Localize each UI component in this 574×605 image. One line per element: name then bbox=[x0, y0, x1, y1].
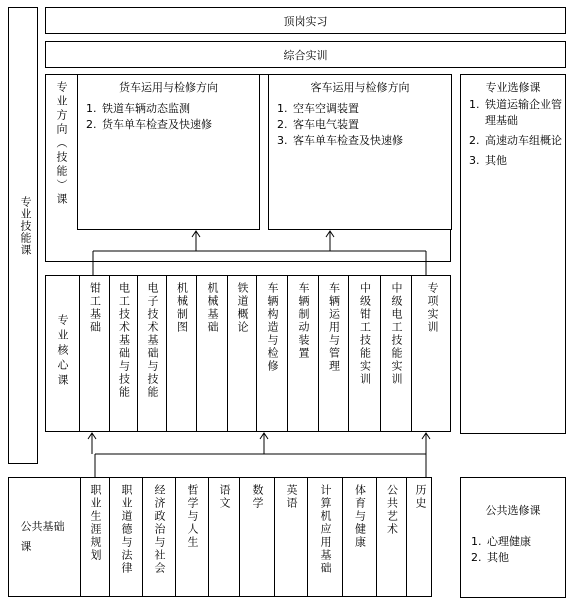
public-course-cell: 计算机应用基础 bbox=[308, 478, 343, 596]
passenger-direction-box bbox=[268, 74, 452, 230]
public-basic-label: 公共基础课 bbox=[20, 520, 65, 553]
public-elective-title: 公共选修课 bbox=[485, 504, 541, 517]
public-course-cell: 哲学与人生 bbox=[176, 478, 209, 596]
public-course-cell: 公共艺术 bbox=[377, 478, 407, 596]
core-courses-label: 专业核心课 bbox=[56, 314, 69, 389]
comprehensive-training-box bbox=[45, 41, 566, 68]
public-course-cell: 历史 bbox=[414, 484, 427, 510]
top-internship-label: 顶岗实习 bbox=[283, 14, 328, 28]
list-item: 3. 客车单车检查及快速修 bbox=[277, 134, 403, 147]
core-courses-table bbox=[79, 275, 451, 432]
core-course-cell: 钳工基础 bbox=[80, 276, 110, 431]
freight-direction-box bbox=[77, 74, 260, 230]
freight-course-list bbox=[86, 101, 256, 133]
core-course-cell: 车辆制动装置 bbox=[288, 276, 319, 431]
core-course-cell: 机械基础 bbox=[197, 276, 228, 431]
core-course-cell: 电工技术基础与技能 bbox=[110, 276, 138, 431]
passenger-direction-title: 客车运用与检修方向 bbox=[310, 81, 410, 94]
list-item: 1. 铁道车辆动态监测 bbox=[86, 102, 190, 115]
public-course-cell: 职业道德与法律 bbox=[110, 478, 143, 596]
professional-skills-label: 专业技能课 bbox=[19, 196, 32, 256]
public-courses-table bbox=[80, 477, 432, 597]
public-course-cell: 职业生涯规划 bbox=[81, 478, 110, 596]
core-course-cell: 车辆运用与管理 bbox=[319, 276, 349, 431]
core-course-cell: 电子技术基础与技能 bbox=[138, 276, 167, 431]
public-course-cell: 经济政治与社会 bbox=[143, 478, 176, 596]
public-course-cell: 语文 bbox=[209, 478, 240, 596]
core-course-cell: 车辆构造与检修 bbox=[257, 276, 288, 431]
list-item: 1. 铁道运输企业管理基础 bbox=[469, 98, 562, 127]
professional-elective-title: 专业选修课 bbox=[485, 81, 541, 94]
public-course-cell: 英语 bbox=[275, 478, 308, 596]
list-item: 2. 其他 bbox=[471, 551, 509, 564]
public-basic-label-box bbox=[8, 477, 81, 597]
list-item: 1. 空车空调装置 bbox=[277, 102, 359, 115]
public-course-cell: 数学 bbox=[240, 478, 275, 596]
direction-courses-label: 专业方向（技能）课 bbox=[55, 81, 68, 207]
professional-elective-list bbox=[469, 97, 563, 169]
public-course-cell: 体育与健康 bbox=[343, 478, 377, 596]
core-course-cell: 中级电工技能实训 bbox=[381, 276, 412, 431]
comprehensive-training-label: 综合实训 bbox=[283, 48, 328, 62]
list-item: 2. 客车电气装置 bbox=[277, 118, 359, 131]
top-internship-box bbox=[45, 7, 566, 34]
list-item: 1. 心理健康 bbox=[471, 535, 531, 548]
core-course-cell: 铁道概论 bbox=[228, 276, 257, 431]
list-item: 2. 货车单车检查及快速修 bbox=[86, 118, 212, 131]
list-item: 2. 高速动车组概论 bbox=[469, 134, 562, 147]
professional-elective-box bbox=[460, 74, 566, 434]
freight-direction-title: 货车运用与检修方向 bbox=[119, 81, 218, 94]
core-course-cell: 中级钳工技能实训 bbox=[349, 276, 381, 431]
professional-skills-outer-box bbox=[8, 7, 38, 464]
public-elective-list bbox=[471, 534, 563, 566]
public-elective-box bbox=[460, 477, 566, 598]
passenger-course-list bbox=[277, 101, 447, 149]
list-item: 3. 其他 bbox=[469, 154, 507, 167]
core-course-cell: 专项实训 bbox=[426, 282, 439, 334]
core-course-cell: 机械制图 bbox=[167, 276, 197, 431]
